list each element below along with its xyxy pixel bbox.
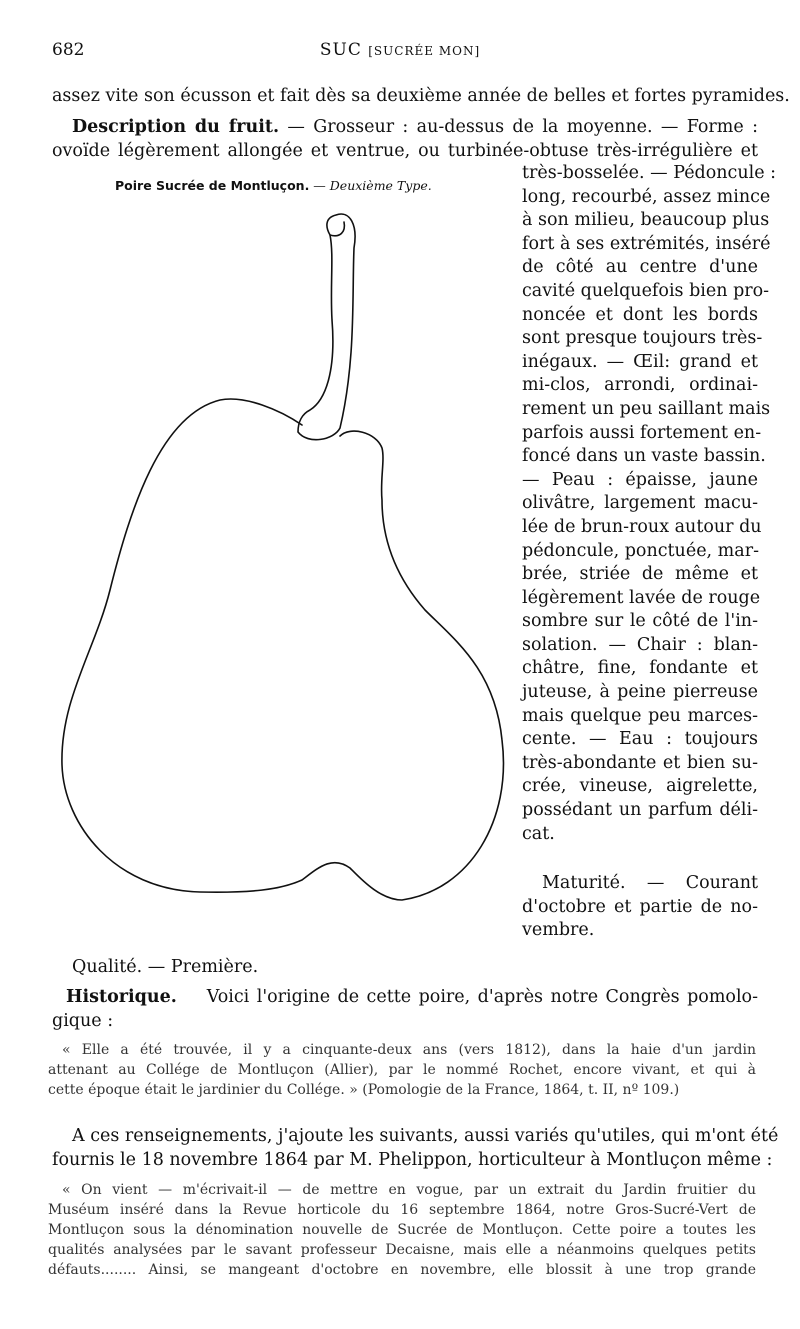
column-line: sont presque toujours très- <box>522 328 763 349</box>
column-line: mi-clos, arrondi, ordinai- <box>522 375 758 396</box>
column-line: noncée et dont les bords <box>522 304 758 325</box>
running-head-title: SUC <box>319 40 362 60</box>
column-line: brée, striée de même et <box>522 564 758 585</box>
maturite-line: vembre. <box>522 920 595 941</box>
pear-stem <box>298 214 355 440</box>
column-line: cente. — Eau : toujours <box>522 729 758 750</box>
column-line: juteuse, à peine pierreuse <box>522 682 758 703</box>
column-line: — Peau : épaisse, jaune <box>522 469 758 490</box>
historique-line-2: gique : <box>52 1011 114 1031</box>
caption-main: Poire Sucrée de Montluçon. <box>115 178 310 193</box>
paragraph-2-line-1: A ces renseignements, j'ajoute les suivants, aussi variés qu'utiles, qui m'ont été <box>72 1126 779 1146</box>
column-line: parfois aussi fortement en- <box>522 422 762 443</box>
figure-caption <box>115 178 432 193</box>
column-line: fort à ses extrémités, inséré <box>522 233 771 254</box>
paragraph-2-line-2: fournis le 18 novembre 1864 par M. Phelippon, horticulteur à Montluçon même : <box>52 1150 773 1170</box>
column-line: crée, vineuse, aigrelette, <box>522 776 758 797</box>
historique-line-1-rest: Voici l'origine de cette poire, d'après notre Congrès pomolo- <box>206 987 758 1007</box>
quote-line: Montluçon sous la dénomination nouvelle de Sucrée de Montluçon. Cette poire a toutes les <box>48 1222 756 1238</box>
maturite-line: Maturité. — Courant <box>542 873 758 893</box>
caption-type: — Deuxième Type. <box>309 178 432 193</box>
column-line: foncé dans un vaste bassin. <box>522 446 766 467</box>
quote-line: « Elle a été trouvée, il y a cinquante-deux ans (vers 1812), dans la haie d'un jardin <box>62 1042 756 1058</box>
intro-line: assez vite son écusson et fait dès sa deuxième année de belles et fortes pyramides. <box>52 86 790 106</box>
qualite-line: Qualité. — Première. <box>72 957 259 977</box>
pear-illustration <box>40 200 520 930</box>
column-line: lée de brun-roux autour du <box>522 516 762 537</box>
pear-body-outline <box>62 399 504 900</box>
column-line: cat. <box>522 823 555 844</box>
quote-line: cette époque était le jardinier du Collége. » (Pomologie de la France, 1864, t. II, nº 109.) <box>48 1082 680 1098</box>
description-line-1-rest: — Grosseur : au-dessus de la moyenne. — Forme : <box>279 117 758 137</box>
historique-label: Historique. <box>66 987 177 1007</box>
column-line: mais quelque peu marces- <box>522 705 758 726</box>
historique-line-1 <box>66 985 758 1009</box>
quote-line: « On vient — m'écrivait-il — de mettre en vogue, par un extrait du Jardin fruitier du <box>62 1182 756 1198</box>
maturite-line: d'octobre et partie de no- <box>522 896 758 917</box>
running-head-subtitle: [SUCRÉE MON] <box>368 44 481 58</box>
pear-stem-tip <box>330 222 344 236</box>
description-column <box>522 162 777 846</box>
quote-line: attenant au Collége de Montluçon (Allier), par le nommé Rochet, encore vivant, et qui à <box>48 1062 756 1078</box>
column-line: sombre sur le côté de l'in- <box>522 611 758 632</box>
description-line-2: ovoïde légèrement allongée et ventrue, ou turbinée-obtuse très-irrégulière et <box>52 141 758 161</box>
column-line: long, recourbé, assez mince <box>522 186 771 207</box>
column-line: très-bosselée. — Pédoncule : <box>522 163 777 183</box>
quote-line: qualités analysées par le savant professeur Decaisne, mais elle a néanmoins quelques petits <box>48 1242 756 1258</box>
column-line: solation. — Chair : blan- <box>522 634 758 655</box>
column-line: de côté au centre d'une <box>522 257 758 278</box>
quote-1 <box>48 1040 756 1100</box>
column-line: possédant un parfum déli- <box>522 800 758 821</box>
quote-line: défauts........ Ainsi, se mangeant d'octobre en novembre, elle blossit à une trop grande <box>48 1262 756 1278</box>
running-head <box>0 40 800 60</box>
column-line: châtre, fine, fondante et <box>522 658 758 679</box>
page-number: 682 <box>52 40 85 60</box>
column-line: rement un peu saillant mais <box>522 398 771 419</box>
column-line: légèrement lavée de rouge <box>522 587 761 608</box>
column-line: inégaux. — Œil: grand et <box>522 351 758 372</box>
column-line: cavité quelquefois bien pro- <box>522 280 770 301</box>
column-line: très-abondante et bien su- <box>522 752 758 773</box>
column-line: pédoncule, ponctuée, mar- <box>522 540 759 561</box>
maturite-block <box>522 872 758 943</box>
description-line-1 <box>72 115 758 139</box>
description-label: Description du fruit. <box>72 117 280 137</box>
quote-2 <box>48 1180 756 1280</box>
quote-line: Muséum inséré dans la Revue horticole du 16 septembre 1864, notre Gros-Sucré-Vert de <box>48 1202 756 1218</box>
column-line: olivâtre, largement macu- <box>522 493 758 514</box>
column-line: à son milieu, beaucoup plus <box>522 210 770 231</box>
